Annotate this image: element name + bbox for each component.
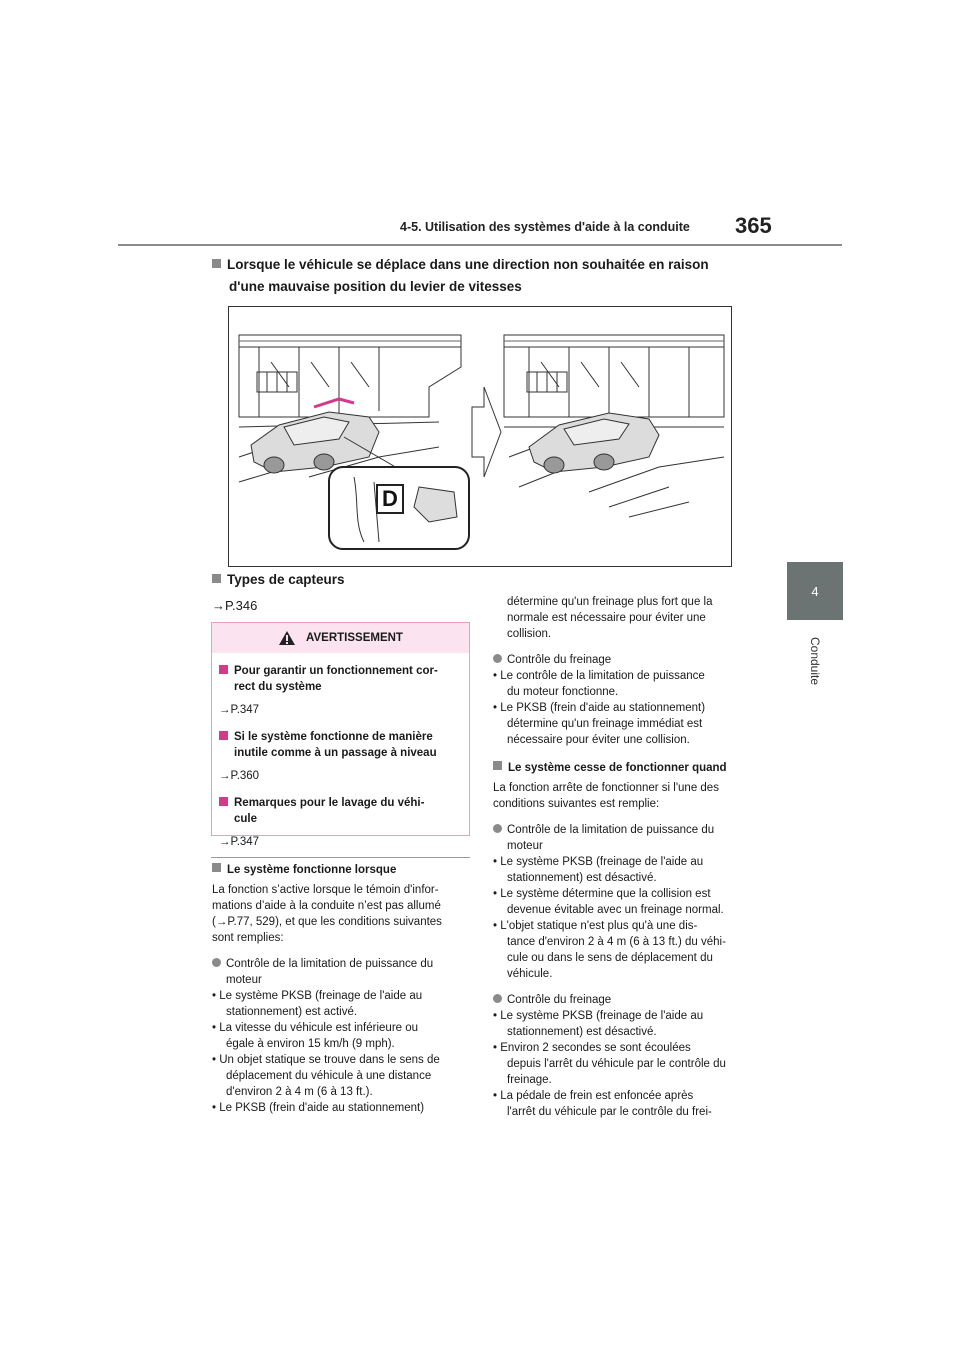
- right-column: [493, 594, 755, 1120]
- operates-sub-2: • La vitesse du véhicule est inférieure ou égale à environ 15 km/h (9 mph).: [212, 1022, 419, 1050]
- round-bullet-icon: [493, 994, 502, 1003]
- section-heading-line2: d'une mauvaise position du levier de vitesses: [229, 279, 522, 294]
- stop-title: Le système cesse de fonctionner quand: [493, 760, 755, 776]
- square-bullet-icon: [212, 259, 221, 268]
- operates-bullet-engine: Contrôle de la limitation de puissance du moteur: [212, 956, 474, 988]
- stop-bullet-engine: Contrôle de la limitation de puissance du moteur: [493, 822, 755, 854]
- warning-box: [211, 622, 470, 848]
- round-bullet-icon: [493, 654, 502, 663]
- warning-item-3-ref: →P.347: [219, 836, 260, 848]
- bullet-brake-control: Contrôle du freinage: [493, 652, 755, 668]
- chapter-label: [798, 626, 832, 696]
- stop-sub-2: • Le système détermine que la collision est devenue évitable avec un freinage normal.: [493, 888, 724, 916]
- stop-intro: La fonction arrête de fonctionner si l'une des conditions suivantes est remplie:: [493, 782, 719, 810]
- stop-sub-1: • Le système PKSB (freinage de l'aide au stationnement) est désactivé.: [493, 856, 704, 884]
- chapter-tab: 4: [787, 562, 843, 620]
- brake-sub-2: • Le PKSB (frein d'aide au stationnement) détermine qu'un freinage immédiat est nécessaire pour éviter une collision.: [493, 702, 706, 746]
- sensor-reference: →P.346: [212, 598, 258, 613]
- chapter-label-text: Conduite: [808, 636, 822, 686]
- warning-item-3: Remarques pour le lavage du véhi- cule: [219, 795, 461, 827]
- illustration-svg: [229, 307, 731, 566]
- warning-item-2: Si le système fonctionne de manière inutile comme à un passage à niveau: [219, 729, 461, 761]
- running-header: 4-5. Utilisation des systèmes d'aide à la conduite: [400, 220, 690, 234]
- gear-letter: D: [382, 486, 398, 511]
- warning-header: [212, 623, 469, 653]
- brake-sub-1: • Le contrôle de la limitation de puissance du moteur fonctionne.: [493, 670, 705, 698]
- section-separator: [211, 857, 470, 858]
- operates-intro: La fonction s’active lorsque le témoin d'infor- mations d’aide à la conduite n’est pas allumé (→P.77, 529), et que les conditions suivantes sont remplies:: [212, 884, 442, 944]
- stop-sub-5: • Environ 2 secondes se sont écoulées depuis l'arrêt du véhicule par le contrôle du freinage.: [493, 1042, 726, 1086]
- stop-bullet-brake: Contrôle du freinage: [493, 992, 755, 1008]
- warning-item-2-ref: →P.360: [219, 770, 260, 782]
- stop-sub-6: • La pédale de frein est enfoncée après l'arrêt du véhicule par le contrôle du frei-: [493, 1090, 712, 1118]
- warning-item-1-ref: →P.347: [219, 704, 260, 716]
- square-bullet-icon: [212, 863, 221, 872]
- pink-square-icon: [219, 797, 228, 806]
- round-bullet-icon: [212, 958, 221, 967]
- square-bullet-icon: [493, 761, 502, 770]
- continued-text: détermine qu'un freinage plus fort que la normale est nécessaire pour éviter une collision.: [507, 596, 713, 640]
- pink-square-icon: [219, 665, 228, 674]
- operates-section: [212, 862, 474, 1116]
- warning-item-1: Pour garantir un fonctionnement cor- rect du système: [219, 663, 461, 695]
- round-bullet-icon: [493, 824, 502, 833]
- page-number: 365: [735, 213, 772, 238]
- stop-sub-4: • Le système PKSB (freinage de l'aide au stationnement) est désactivé.: [493, 1010, 704, 1038]
- section-heading-wrong-direction: [212, 255, 709, 297]
- section-heading-line1: Lorsque le véhicule se déplace dans une direction non souhaitée en raison: [212, 255, 709, 275]
- operates-sub-3: • Un objet statique se trouve dans le sens de déplacement du véhicule à une distance d'environ 2 à 4 m (6 à 13 ft.).: [212, 1054, 440, 1098]
- operates-sub-1: • Le système PKSB (freinage de l'aide au stationnement) est activé.: [212, 990, 423, 1018]
- square-bullet-icon: [212, 574, 221, 583]
- illustration-parking-scenario: [228, 306, 732, 567]
- operates-sub-4: • Le PKSB (frein d'aide au stationnement): [212, 1102, 425, 1114]
- pink-square-icon: [219, 731, 228, 740]
- header-rule: [118, 244, 842, 246]
- warning-triangle-icon: [278, 630, 296, 646]
- section-heading-sensors: Types de capteurs: [212, 570, 345, 590]
- stop-sub-3: • L'objet statique n'est plus qu'à une dis- tance d'environ 2 à 4 m (6 à 13 ft.) du véhi- cule ou dans le sens de déplacement du véhicule.: [493, 920, 726, 980]
- operates-title: Le système fonctionne lorsque: [212, 862, 474, 878]
- warning-title: AVERTISSEMENT: [306, 632, 403, 644]
